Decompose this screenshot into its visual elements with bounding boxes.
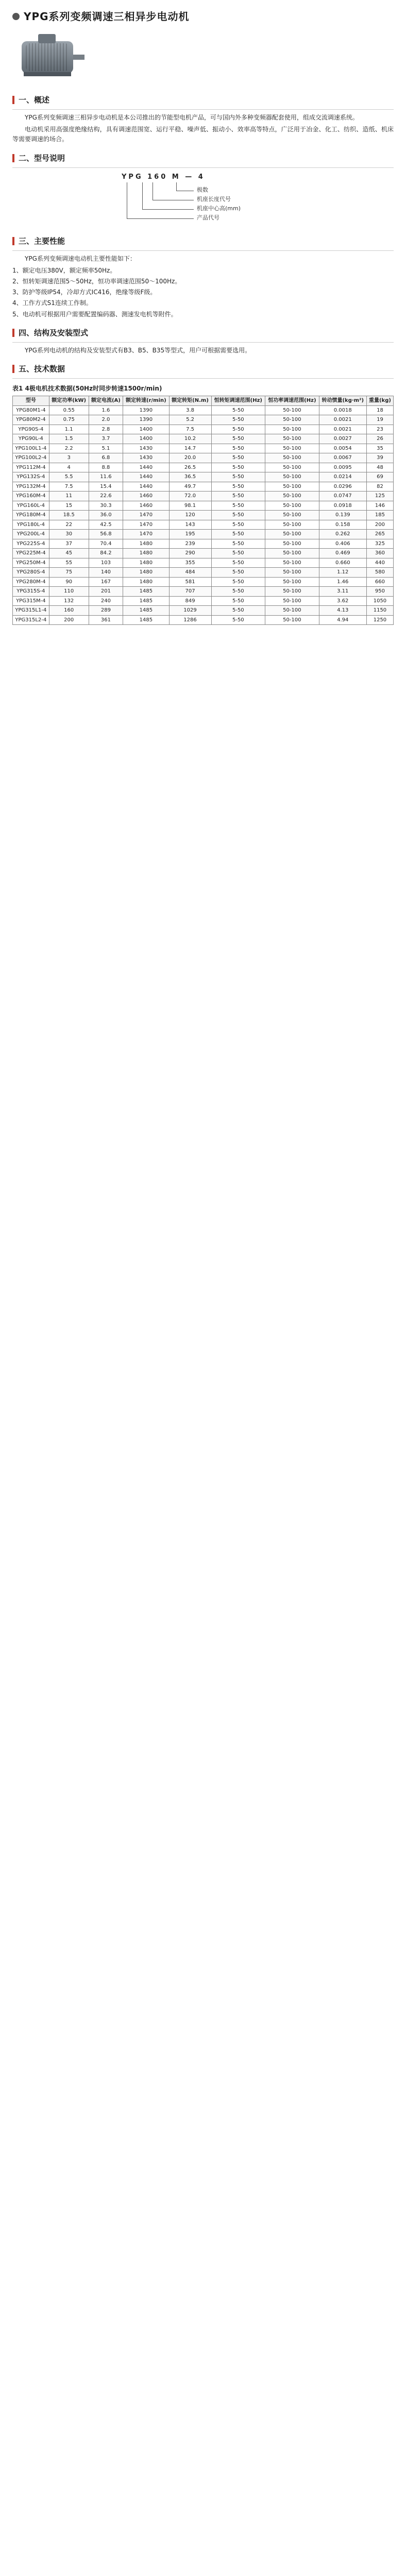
table-cell: 140	[89, 568, 123, 578]
table-cell: 6.8	[89, 453, 123, 463]
table-cell: 50-100	[265, 568, 319, 578]
table-cell: 55	[49, 558, 89, 568]
table-cell: 5.1	[89, 444, 123, 453]
table-cell: 50-100	[265, 558, 319, 568]
table-row	[13, 492, 394, 501]
model-code-diagram	[12, 171, 394, 228]
table-cell: 36.0	[89, 511, 123, 520]
page-title: YPG系列变频调速三相异步电动机	[24, 10, 190, 23]
section-title: 二、型号说明	[19, 153, 65, 163]
table-cell: 50-100	[265, 587, 319, 597]
table-cell: 5-50	[211, 425, 265, 434]
table-cell: 72.0	[169, 492, 211, 501]
table-cell: 484	[169, 568, 211, 578]
table-cell: 5-50	[211, 577, 265, 587]
table-cell: 5-50	[211, 568, 265, 578]
table-cell: 0.0018	[319, 405, 366, 415]
table-cell: 20.0	[169, 453, 211, 463]
table-cell: 1480	[123, 568, 169, 578]
motor-product-image	[12, 30, 90, 87]
table-cell: 0.0027	[319, 434, 366, 444]
table-cell: YPG225M-4	[13, 549, 49, 558]
table-cell: 0.469	[319, 549, 366, 558]
table-row	[13, 434, 394, 444]
table-cell: 143	[169, 520, 211, 530]
table-cell: 5-50	[211, 463, 265, 472]
feature-item: 3、防护等级IP54，冷却方式IC416，绝缘等级F级。	[12, 289, 157, 296]
table-cell: YPG80M1-4	[13, 405, 49, 415]
table-cell: 2.8	[89, 425, 123, 434]
table-cell: 8.8	[89, 463, 123, 472]
table-row	[13, 415, 394, 425]
overview-paragraph: YPG系列变频调速三相异步电动机是本公司推出的节能型电机产品，可与国内外多种变频器配套使用，组成交流调速系统。	[25, 114, 359, 121]
table-cell: YPG160M-4	[13, 492, 49, 501]
table-cell: 30	[49, 530, 89, 539]
table-cell: 0.75	[49, 415, 89, 425]
table-cell: 5-50	[211, 501, 265, 511]
table-cell: 50-100	[265, 453, 319, 463]
table-cell: 50-100	[265, 549, 319, 558]
table-cell: YPG250M-4	[13, 558, 49, 568]
table-cell: 50-100	[265, 444, 319, 453]
table-cell: YPG132M-4	[13, 482, 49, 492]
table-cell: 36.5	[169, 472, 211, 482]
table-cell: 1430	[123, 453, 169, 463]
section-title: 一、概述	[19, 95, 50, 105]
table-cell: 1250	[366, 615, 393, 625]
table-cell: 7.5	[169, 425, 211, 434]
table-cell: 56.8	[89, 530, 123, 539]
table-cell: 50-100	[265, 520, 319, 530]
table-cell: YPG160L-4	[13, 501, 49, 511]
table-row	[13, 539, 394, 549]
model-label: 机座长度代号	[197, 195, 231, 202]
table-cell: 239	[169, 539, 211, 549]
table-row	[13, 511, 394, 520]
table-cell: 265	[366, 530, 393, 539]
table-cell: YPG225S-4	[13, 539, 49, 549]
table-cell: 1390	[123, 405, 169, 415]
table-cell: 5-50	[211, 539, 265, 549]
hero	[12, 30, 394, 87]
table-cell: 849	[169, 596, 211, 606]
table-row	[13, 501, 394, 511]
table-cell: 1480	[123, 577, 169, 587]
table-cell: 1440	[123, 472, 169, 482]
table-cell: 22.6	[89, 492, 123, 501]
table-cell: 98.1	[169, 501, 211, 511]
table-cell: 15.4	[89, 482, 123, 492]
table-cell: 26	[366, 434, 393, 444]
table-cell: 200	[366, 520, 393, 530]
table-cell: 3	[49, 453, 89, 463]
table-cell: YPG180M-4	[13, 511, 49, 520]
table-cell: 22	[49, 520, 89, 530]
table-cell: YPG112M-4	[13, 463, 49, 472]
table-cell: 50-100	[265, 472, 319, 482]
table-header-row	[13, 396, 394, 406]
section-title: 四、结构及安装型式	[19, 328, 89, 337]
table-cell: 5-50	[211, 615, 265, 625]
table-row	[13, 549, 394, 558]
table-cell: 325	[366, 539, 393, 549]
table-header-cell: 恒转矩调速范围(Hz)	[211, 396, 265, 406]
table-row	[13, 568, 394, 578]
section-features-heading	[12, 235, 394, 247]
model-label: 极数	[197, 186, 208, 193]
table-cell: 0.139	[319, 511, 366, 520]
table-cell: 84.2	[89, 549, 123, 558]
table-cell: 39	[366, 453, 393, 463]
table-cell: 1470	[123, 520, 169, 530]
table-cell: 146	[366, 501, 393, 511]
table-cell: 0.0918	[319, 501, 366, 511]
section-model-heading	[12, 152, 394, 164]
table-cell: 125	[366, 492, 393, 501]
table-cell: YPG132S-4	[13, 472, 49, 482]
table-cell: 200	[49, 615, 89, 625]
table-cell: 37	[49, 539, 89, 549]
table-cell: 50-100	[265, 463, 319, 472]
table-cell: 5-50	[211, 606, 265, 616]
table-cell: 45	[49, 549, 89, 558]
table-cell: 950	[366, 587, 393, 597]
table-cell: 0.660	[319, 558, 366, 568]
table-header-cell: 额定电流(A)	[89, 396, 123, 406]
table-cell: 26.5	[169, 463, 211, 472]
feature-item: 2、恒转矩调速范围5～50Hz，恒功率调速范围50～100Hz。	[12, 277, 181, 285]
table-cell: 4.13	[319, 606, 366, 616]
table-row	[13, 558, 394, 568]
table-cell: 1029	[169, 606, 211, 616]
table-cell: 11.6	[89, 472, 123, 482]
table-cell: 0.55	[49, 405, 89, 415]
table-cell: 361	[89, 615, 123, 625]
table-cell: 50-100	[265, 501, 319, 511]
table-cell: 14.7	[169, 444, 211, 453]
table-cell: 0.0296	[319, 482, 366, 492]
table-row	[13, 425, 394, 434]
table-cell: 1480	[123, 558, 169, 568]
table-cell: YPG280M-4	[13, 577, 49, 587]
table-row	[13, 453, 394, 463]
table-cell: YPG100L2-4	[13, 453, 49, 463]
table-cell: 355	[169, 558, 211, 568]
table-cell: 3.8	[169, 405, 211, 415]
table-cell: 42.5	[89, 520, 123, 530]
table-cell: 4.94	[319, 615, 366, 625]
table-cell: 50-100	[265, 615, 319, 625]
table-cell: 70.4	[89, 539, 123, 549]
table-cell: YPG200L-4	[13, 530, 49, 539]
table-cell: 440	[366, 558, 393, 568]
table-cell: 1050	[366, 596, 393, 606]
table-header-cell: 额定转速(r/min)	[123, 396, 169, 406]
table-cell: 1460	[123, 501, 169, 511]
bullet-icon	[12, 13, 20, 20]
table-cell: 1485	[123, 596, 169, 606]
table-cell: 0.0054	[319, 444, 366, 453]
table-cell: 50-100	[265, 425, 319, 434]
table-cell: 1.5	[49, 434, 89, 444]
table-cell: 240	[89, 596, 123, 606]
table-cell: 50-100	[265, 577, 319, 587]
table-cell: 201	[89, 587, 123, 597]
features-list	[12, 266, 394, 319]
table-header-cell: 重量(kg)	[366, 396, 393, 406]
table-row	[13, 606, 394, 616]
table-cell: 4	[49, 463, 89, 472]
section-marker	[12, 96, 14, 104]
feature-item: 1、额定电压380V，额定频率50Hz。	[12, 266, 116, 274]
section-marker	[12, 154, 14, 162]
table-cell: 50-100	[265, 606, 319, 616]
table-cell: 5-50	[211, 520, 265, 530]
table-cell: 581	[169, 577, 211, 587]
table-cell: 5-50	[211, 444, 265, 453]
section-structure-heading	[12, 327, 394, 339]
table-cell: 1.12	[319, 568, 366, 578]
table-cell: 1485	[123, 606, 169, 616]
table-cell: 707	[169, 587, 211, 597]
table-cell: 1.46	[319, 577, 366, 587]
table-cell: 50-100	[265, 539, 319, 549]
table-cell: 5-50	[211, 596, 265, 606]
table-cell: 185	[366, 511, 393, 520]
table-cell: 2.2	[49, 444, 89, 453]
table-cell: 50-100	[265, 482, 319, 492]
table-cell: 5.2	[169, 415, 211, 425]
table-cell: 15	[49, 501, 89, 511]
table-cell: 3.62	[319, 596, 366, 606]
table-cell: 50-100	[265, 492, 319, 501]
table-cell: 0.0095	[319, 463, 366, 472]
title-row	[12, 8, 394, 25]
table-row	[13, 463, 394, 472]
table-cell: 5-50	[211, 587, 265, 597]
table-cell: 5-50	[211, 482, 265, 492]
document-page	[0, 0, 406, 646]
table-cell: 49.7	[169, 482, 211, 492]
table-cell: 1470	[123, 511, 169, 520]
table-row	[13, 520, 394, 530]
table-cell: 0.0214	[319, 472, 366, 482]
table-cell: YPG100L1-4	[13, 444, 49, 453]
section-marker	[12, 365, 14, 373]
table-cell: 132	[49, 596, 89, 606]
structure-paragraph: YPG系列电动机的结构及安装型式有B3、B5、B35等型式，用户可根据需要选用。	[25, 346, 251, 354]
table-row	[13, 596, 394, 606]
table1-caption: 表1 4极电机技术数据(50Hz时同步转速1500r/min)	[12, 384, 162, 392]
table-cell: 1480	[123, 549, 169, 558]
table-cell: 7.5	[49, 482, 89, 492]
table-cell: 1.1	[49, 425, 89, 434]
table-cell: 289	[89, 606, 123, 616]
table-cell: 69	[366, 472, 393, 482]
table-header-cell: 型号	[13, 396, 49, 406]
table-cell: YPG315S-4	[13, 587, 49, 597]
table-cell: 1480	[123, 539, 169, 549]
table-cell: 1485	[123, 615, 169, 625]
table-cell: 1.6	[89, 405, 123, 415]
table-cell: 5-50	[211, 492, 265, 501]
table-cell: 5-50	[211, 405, 265, 415]
table-cell: YPG315M-4	[13, 596, 49, 606]
table-cell: 5-50	[211, 558, 265, 568]
table-cell: 2.0	[89, 415, 123, 425]
table-cell: 0.0021	[319, 415, 366, 425]
table-cell: 18	[366, 405, 393, 415]
section-title: 五、技术数据	[19, 364, 65, 374]
table-cell: 50-100	[265, 415, 319, 425]
table-cell: YPG315L2-4	[13, 615, 49, 625]
table-cell: YPG90S-4	[13, 425, 49, 434]
table-cell: 35	[366, 444, 393, 453]
table-cell: 1400	[123, 425, 169, 434]
table-cell: 23	[366, 425, 393, 434]
table-cell: 0.406	[319, 539, 366, 549]
table-cell: 0.0021	[319, 425, 366, 434]
table-cell: 5-50	[211, 530, 265, 539]
table-cell: 0.262	[319, 530, 366, 539]
table-cell: 3.11	[319, 587, 366, 597]
table-cell: 1390	[123, 415, 169, 425]
table-row	[13, 405, 394, 415]
table-cell: 50-100	[265, 405, 319, 415]
section-overview-heading	[12, 94, 394, 106]
table-cell: 50-100	[265, 511, 319, 520]
table-cell: 110	[49, 587, 89, 597]
table-cell: 1485	[123, 587, 169, 597]
feature-item: 5、电动机可根据用户需要配置编码器、测速发电机等附件。	[12, 310, 177, 318]
table-cell: 11	[49, 492, 89, 501]
table-cell: 5-50	[211, 415, 265, 425]
table-cell: 0.0067	[319, 453, 366, 463]
table-cell: 360	[366, 549, 393, 558]
table-cell: 5-50	[211, 549, 265, 558]
table-body	[13, 405, 394, 625]
table-cell: 1400	[123, 434, 169, 444]
table-cell: 5-50	[211, 434, 265, 444]
table-cell: 50-100	[265, 596, 319, 606]
table-cell: 103	[89, 558, 123, 568]
section-title: 三、主要性能	[19, 236, 65, 246]
overview-paragraph: 电动机采用高强度绝缘结构，具有调速范围宽、运行平稳、噪声低、振动小、效率高等特点，广泛用于冶金、化工、纺织、造纸、机床等需要调速的场合。	[12, 126, 394, 143]
features-intro: YPG系列变频调速电动机主要性能如下：	[25, 255, 136, 262]
table-cell: 5-50	[211, 472, 265, 482]
table-cell: YPG180L-4	[13, 520, 49, 530]
section-marker	[12, 237, 14, 245]
model-label: 产品代号	[197, 214, 219, 221]
table-cell: 3.7	[89, 434, 123, 444]
table-cell: 5-50	[211, 453, 265, 463]
model-code: YPG 160 M — 4	[122, 173, 205, 181]
table-cell: YPG315L1-4	[13, 606, 49, 616]
table-row	[13, 472, 394, 482]
table-header-cell: 额定转矩(N.m)	[169, 396, 211, 406]
table-cell: 120	[169, 511, 211, 520]
table-cell: 1470	[123, 530, 169, 539]
table-header-cell: 额定功率(kW)	[49, 396, 89, 406]
table-cell: 290	[169, 549, 211, 558]
table-cell: 0.0747	[319, 492, 366, 501]
table-cell: 90	[49, 577, 89, 587]
table-cell: 1150	[366, 606, 393, 616]
table-cell: 167	[89, 577, 123, 587]
table-cell: 195	[169, 530, 211, 539]
table-cell: 1440	[123, 482, 169, 492]
table-cell: 82	[366, 482, 393, 492]
table-cell: 50-100	[265, 434, 319, 444]
table-cell: 1460	[123, 492, 169, 501]
section-techdata-heading	[12, 363, 394, 375]
table-cell: YPG280S-4	[13, 568, 49, 578]
table-cell: 48	[366, 463, 393, 472]
section-marker	[12, 329, 14, 337]
model-label: 机座中心高(mm)	[197, 205, 241, 212]
table-row	[13, 444, 394, 453]
table-cell: 580	[366, 568, 393, 578]
table-row	[13, 587, 394, 597]
table-cell: 5.5	[49, 472, 89, 482]
table-row	[13, 615, 394, 625]
table-cell: 1440	[123, 463, 169, 472]
table-header-cell: 恒功率调速范围(Hz)	[265, 396, 319, 406]
table-cell: 30.3	[89, 501, 123, 511]
table1	[12, 396, 394, 625]
table-row	[13, 482, 394, 492]
table-cell: 160	[49, 606, 89, 616]
table-cell: 18.5	[49, 511, 89, 520]
table-cell: 660	[366, 577, 393, 587]
feature-item: 4、工作方式S1连续工作制。	[12, 299, 92, 307]
table-cell: 5-50	[211, 511, 265, 520]
table-cell: 50-100	[265, 530, 319, 539]
table-cell: YPG80M2-4	[13, 415, 49, 425]
table-cell: 1430	[123, 444, 169, 453]
table-cell: 75	[49, 568, 89, 578]
table-row	[13, 577, 394, 587]
table-cell: 1286	[169, 615, 211, 625]
table-cell: 19	[366, 415, 393, 425]
table-row	[13, 530, 394, 539]
table-header-cell: 转动惯量(kg·m²)	[319, 396, 366, 406]
table-cell: YPG90L-4	[13, 434, 49, 444]
table-cell: 0.158	[319, 520, 366, 530]
table-cell: 10.2	[169, 434, 211, 444]
